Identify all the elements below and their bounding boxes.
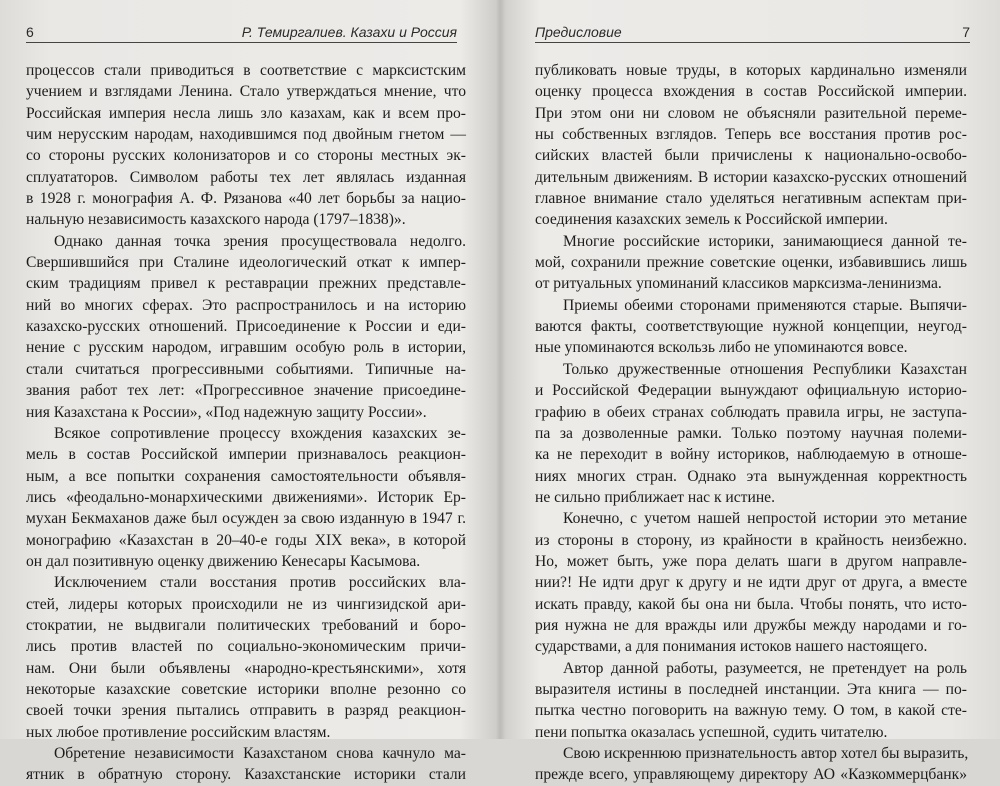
text-line: сийских властей были причислены к национально-освобо- (535, 147, 967, 165)
text-line: пени попытка оказалась успешной, судить читателю. (535, 723, 888, 741)
text-line: стократии, не выдвигали политических требований и боро- (26, 616, 466, 634)
running-head (26, 22, 457, 44)
text-line: стей, лидеры которых происходили не из чингизидской ари- (26, 595, 466, 613)
text-line: прежде всего, управляющему директору АО «Казкоммерцбанк» (535, 766, 967, 784)
text-line: нам. Они были объявлены «народно-крестьянскими», хотя (26, 659, 466, 677)
text-line: монографию «Казахстан в 20–40-е годы XIX века», в которой (26, 531, 466, 549)
text-line: Однако данная точка зрения просуществовала недолго. (54, 232, 466, 250)
text-line: Автор данной работы, разумеется, не претендует на роль (563, 659, 967, 677)
body-text (535, 60, 967, 786)
header-rule (535, 42, 970, 43)
text-line: графию в обеих странах соблюдать правила игры, не заступа- (535, 403, 967, 421)
text-line: лись «феодально-монархическими движениями». Историк Ер- (26, 488, 466, 506)
text-line: выразителя истины в последней инстанции. Эта книга — по- (535, 680, 967, 698)
text-line: мухан Бекмаханов даже был осужден за свою изданную в 1947 г. (26, 510, 466, 528)
text-line: сударствами, а для понимания истоков нашего настоящего. (535, 638, 928, 656)
running-head-title: Р. Темиргалиев. Казахи и Россия (241, 24, 457, 40)
text-line: публиковать новые труды, в которых кардинально изменяли (535, 62, 967, 79)
text-line: ваются факты, соответствующие нужной концепции, неугод- (535, 318, 967, 336)
text-line: ны собственных взглядов. Теперь все восстания против рос- (535, 126, 967, 144)
page-number: 6 (26, 24, 34, 40)
text-line: ка не переходит в войну историков, наблюдаемую в отноше- (535, 446, 967, 464)
text-line: главное внимание стало уделяться негативным аспектам при- (535, 190, 967, 208)
text-line: Только дружественные отношения Республики Казахстан (563, 360, 967, 378)
text-line: Всякое сопротивление процессу вхождения казахских зе- (54, 424, 466, 442)
text-line: не сильно приближает нас к истине. (535, 488, 776, 506)
text-line: от ритуальных упоминаний классиков марксизма-ленинизма. (535, 275, 942, 293)
text-line: па за дозволенные рамки. Только поэтому научная полеми- (535, 424, 967, 442)
running-head-title: Предисловие (535, 24, 622, 40)
text-line: в 1928 г. монография А. Ф. Рязанова «40 лет борьбы за нацио- (26, 190, 466, 208)
text-line: ным, а все попытки сохранения самостоятельности объявля- (26, 467, 466, 485)
text-line: Многие российские историки, занимающиеся данной те- (563, 232, 967, 250)
text-line: Приемы обеими сторонами применяются старые. Выпячи- (563, 296, 967, 314)
text-line: Свою искреннюю признательность автор хотел бы выразить, (563, 745, 969, 762)
text-line: ским традициям привел к реставрации прежних представле- (26, 275, 466, 293)
text-line: он дал позитивную оценку движению Кенесары Касымова. (26, 552, 421, 570)
text-line: Конечно, с учетом нашей непростой истории это метание (563, 510, 967, 528)
left-page (0, 0, 495, 784)
text-line: Российская империя несла лишь зло казахам, как и всем про- (26, 104, 466, 122)
text-line: оценку процесса вхождения в состав Российской империи. (535, 83, 967, 101)
text-line: ния Казахстана к России», «Под надежную защиту России». (26, 403, 427, 421)
text-line: Свершившийся при Сталине идеологический откат к импер- (26, 254, 466, 272)
text-line: учением и взглядами Ленина. Стало утверждаться мнение, что (26, 83, 466, 101)
text-line: соединения казахских земель к Российской империи. (535, 211, 888, 229)
text-line: ных любое противление российским властям. (26, 723, 331, 741)
right-page (505, 0, 1000, 784)
text-line: ятник в обратную сторону. Казахстанские историки стали (26, 766, 466, 784)
text-line: Обретение независимости Казахстаном снова качнуло ма- (54, 745, 466, 762)
text-line: и Российской Федерации вынуждают официальную историо- (535, 382, 967, 400)
text-line: стали считаться прогрессивными событиями. Типичные на- (26, 360, 466, 378)
text-line: процессов стали приводиться в соответствие с марксистским (26, 62, 466, 79)
text-line: нение с русским народом, игравшим особую роль в истории, (26, 339, 466, 357)
text-line: некоторые казахские советские историки вполне резонно со (26, 680, 466, 698)
text-line: искать правду, какой бы она ни была. Чтобы понять, что исто- (535, 595, 967, 613)
body-text (26, 60, 466, 786)
text-line: мель в состав Российской империи признавалось реакцион- (26, 446, 466, 464)
text-line: Исключением стали восстания против российских вла- (54, 574, 466, 592)
text-line: со стороны русских колонизаторов и со стороны местных эк- (26, 147, 466, 165)
page-number: 7 (962, 24, 970, 40)
text-line: пытка честно поговорить на важную тему. О том, в какой сте- (535, 702, 967, 720)
header-rule (26, 42, 457, 43)
text-line: нии?! Не идти друг к другу и не идти друг от друга, а вместе (535, 574, 967, 592)
text-line: казахско-русских отношений. Присоединение к России и еди- (26, 318, 466, 336)
text-line: лись против властей по социально-экономическим причи- (26, 638, 466, 656)
text-line: сплуататоров. Символом работы тех лет являлась изданная (26, 168, 466, 186)
running-head (535, 22, 970, 44)
text-line: ные упоминаются вскользь либо не упоминаются вовсе. (535, 339, 908, 357)
text-line: мой, сохранили прежние советские оценки, избавившись лишь (535, 254, 967, 272)
text-line: дительным движениям. В истории казахско-русских отношений (535, 168, 967, 186)
text-line: из стороны в сторону, из крайности в крайность неизбежно. (535, 531, 967, 549)
text-line: своей точки зрения пытались отправить в разряд реакцион- (26, 702, 466, 720)
text-line: При этом они ни словом не объясняли разительной переме- (535, 104, 967, 122)
text-line: Но, может быть, уже пора делать шаги в другом направле- (535, 552, 967, 570)
text-line: рия нужна не для вражды или дружбы между народами и го- (535, 616, 967, 634)
text-line: чим нерусским народам, находившимся под двойным гнетом — (26, 126, 466, 144)
text-line: нальную независимость казахского народа (1797–1838)». (26, 211, 406, 229)
text-line: ний во многих сферах. Это распространилось и на историю (26, 296, 466, 314)
text-line: звания работ тех лет: «Прогрессивное значение присоедине- (26, 382, 466, 400)
text-line: ниях многих стран. Однако эта вынужденная корректность (535, 467, 967, 485)
